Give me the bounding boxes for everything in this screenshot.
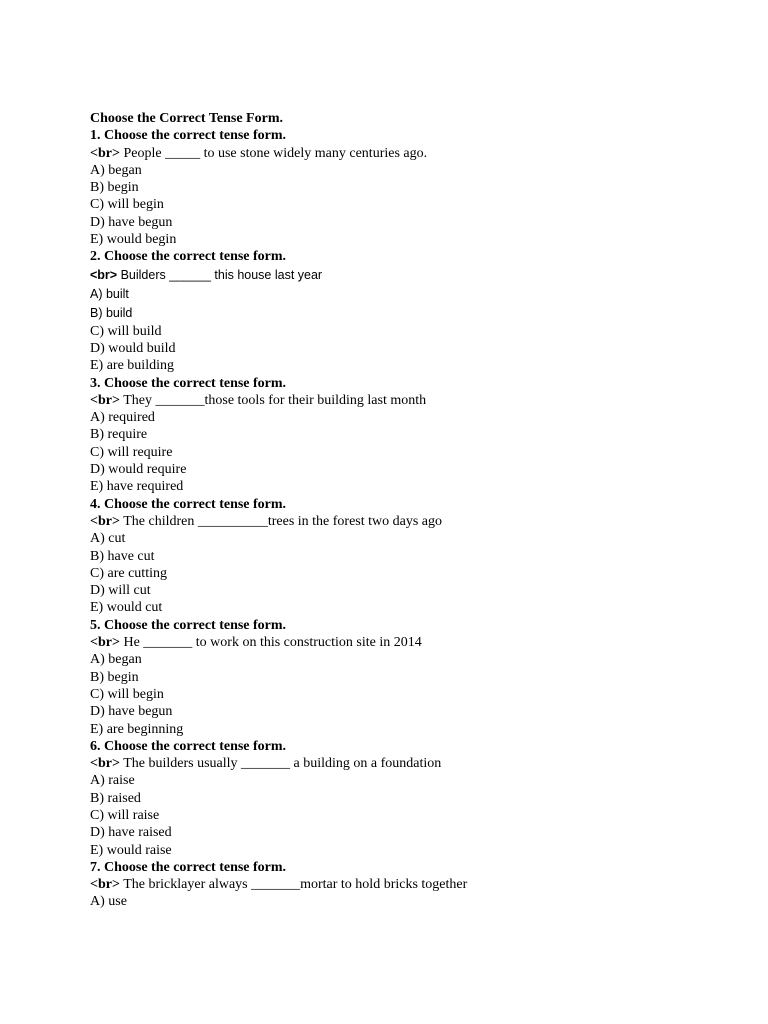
option-e: E) would cut [90,600,163,616]
stem-text: He _______ to work on this construction site in 2014 [119,635,422,651]
question-5 [90,617,710,738]
option-c: C) will raise [90,807,160,823]
option-c: C) will begin [90,686,164,702]
option-d: D) would build [90,340,176,356]
option-d: D) have begun [90,214,173,230]
option-c: C) are cutting [90,565,167,581]
question-stem [90,266,710,285]
br-tag: <br> [90,635,120,651]
br-tag: <br> [90,513,120,529]
option-d: D) have begun [90,704,173,720]
question-7 [90,859,710,911]
br-tag: <br> [90,877,120,893]
option-e: E) have required [90,479,184,495]
br-tag: <br> [90,392,120,408]
option-e: E) are building [90,358,174,374]
question-stem [90,513,710,530]
question-heading: 5. Choose the correct tense form. [90,617,287,633]
option-a: A) began [90,162,142,178]
document-content [90,110,710,911]
br-tag: <br> [90,756,120,772]
document-title: Choose the Correct Tense Form. [90,111,283,126]
option-b: B) build [90,305,133,320]
option-a: A) began [90,652,142,668]
stem-text: People _____ to use stone widely many centuries ago. [119,145,428,161]
option-b: B) begin [90,180,139,196]
question-stem [90,392,710,409]
question-2 [90,248,710,374]
question-3 [90,375,710,496]
option-b: B) require [90,427,148,443]
question-heading: 2. Choose the correct tense form. [90,249,287,265]
question-heading: 4. Choose the correct tense form. [90,496,287,512]
option-d: D) would require [90,462,187,478]
option-b: B) raised [90,790,141,806]
question-stem [90,145,710,162]
question-6 [90,738,710,859]
stem-text: They _______those tools for their building last month [119,392,427,408]
question-heading: 1. Choose the correct tense form. [90,128,287,144]
question-heading: 3. Choose the correct tense form. [90,375,287,391]
br-tag: <br> [90,267,118,282]
stem-text: The children __________trees in the forest two days ago [119,513,443,529]
question-stem [90,755,710,772]
option-e: E) would begin [90,232,177,248]
option-a: A) raise [90,773,135,789]
option-b: B) begin [90,669,139,685]
option-e: E) would raise [90,842,172,858]
option-a: A) required [90,410,155,426]
br-tag: <br> [90,145,120,161]
question-stem [90,634,710,651]
stem-text: Builders ______ this house last year [117,267,323,282]
option-d: D) have raised [90,825,172,841]
question-1 [90,127,710,248]
option-b: B) have cut [90,548,155,564]
stem-text: The bricklayer always _______mortar to hold bricks together [119,877,468,893]
stem-text: The builders usually _______ a building on a foundation [119,756,442,772]
option-c: C) will build [90,323,162,339]
option-c: C) will require [90,444,173,460]
option-e: E) are beginning [90,721,184,737]
question-4 [90,496,710,617]
option-d: D) will cut [90,583,151,599]
question-heading: 6. Choose the correct tense form. [90,738,287,754]
question-heading: 7. Choose the correct tense form. [90,859,287,875]
option-a: A) use [90,894,127,910]
option-a: A) cut [90,531,126,547]
question-stem [90,876,710,893]
option-a: A) built [90,286,129,301]
option-c: C) will begin [90,197,164,213]
